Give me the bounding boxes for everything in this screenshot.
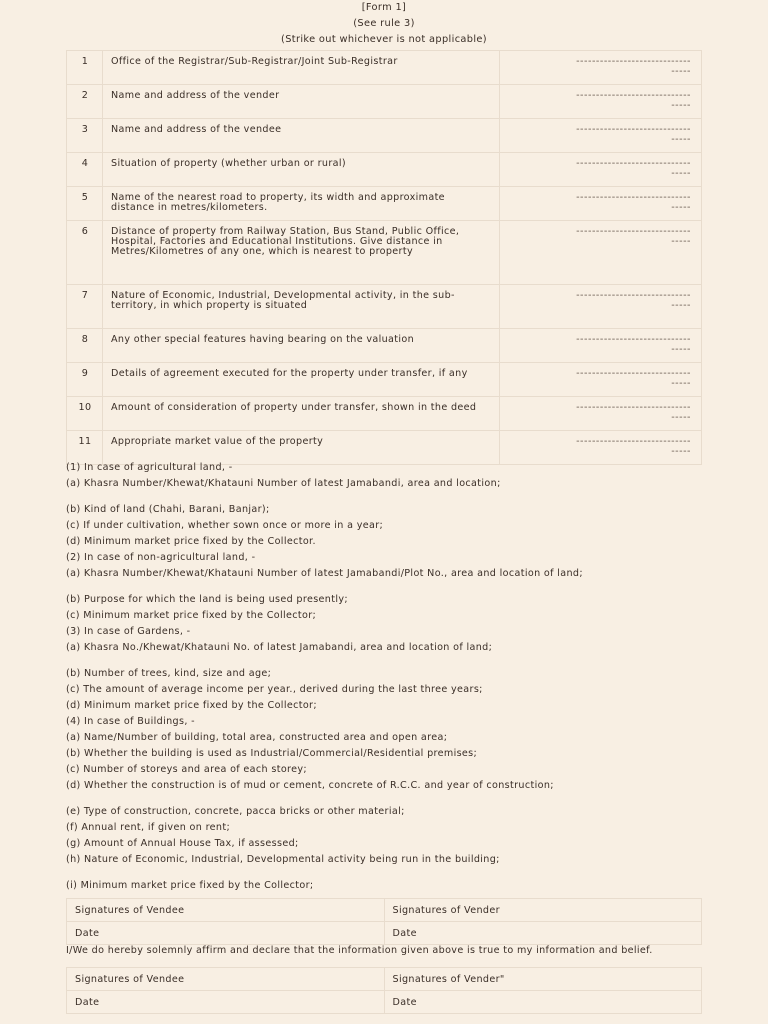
note-item: (a) Khasra No./Khewat/Khatauni No. of latest Jamabandi, area and location of land; xyxy=(66,642,493,653)
row-label: Appropriate market value of the property xyxy=(103,431,500,465)
signature-table xyxy=(66,898,702,945)
form-page xyxy=(0,0,768,48)
note-item: (b) Whether the building is used as Industrial/Commercial/Residential premises; xyxy=(66,748,478,759)
row-number: 8 xyxy=(67,329,103,363)
vendee-date-field[interactable]: Date xyxy=(67,991,385,1014)
table-row xyxy=(67,285,702,329)
row-label: Amount of consideration of property under transfer, shown in the deed xyxy=(103,397,500,431)
row-number: 7 xyxy=(67,285,103,329)
row-label: Name and address of the vender xyxy=(103,85,500,119)
table-row xyxy=(67,51,702,85)
table-row xyxy=(67,431,702,465)
fill-in-line[interactable]: ----------------------------- ----- xyxy=(500,363,702,397)
fill-in-line[interactable]: ----------------------------- ----- xyxy=(500,431,702,465)
note-item: (4) In case of Buildings, - xyxy=(66,716,195,727)
vendee-date-field[interactable]: Date xyxy=(67,922,385,945)
note-item: (b) Purpose for which the land is being used presently; xyxy=(66,594,348,605)
table-row xyxy=(67,922,702,945)
table-row xyxy=(67,363,702,397)
row-number: 11 xyxy=(67,431,103,465)
vendee-signature-field[interactable]: Signatures of Vendee xyxy=(67,968,385,991)
row-label: Nature of Economic, Industrial, Developmental activity, in the sub-territory, in which property is situated xyxy=(103,285,500,329)
table-row xyxy=(67,397,702,431)
fill-in-line[interactable]: ----------------------------- ----- xyxy=(500,397,702,431)
note-item: (h) Nature of Economic, Industrial, Developmental activity being run in the building; xyxy=(66,854,500,865)
fill-in-line[interactable]: ----------------------------- ----- xyxy=(500,285,702,329)
note-item: (b) Number of trees, kind, size and age; xyxy=(66,668,272,679)
vendee-signature-field[interactable]: Signatures of Vendee xyxy=(67,899,385,922)
row-label: Name of the nearest road to property, its width and approximate distance in metres/kilometers. xyxy=(103,187,500,221)
note-item: (d) Minimum market price fixed by the Collector; xyxy=(66,700,317,711)
table-row xyxy=(67,119,702,153)
fill-in-line[interactable]: ----------------------------- ----- xyxy=(500,329,702,363)
form-fields-table xyxy=(66,50,702,465)
note-item: (c) The amount of average income per year., derived during the last three years; xyxy=(66,684,483,695)
row-label: Office of the Registrar/Sub-Registrar/Joint Sub-Registrar xyxy=(103,51,500,85)
fill-in-line[interactable]: ----------------------------- ----- xyxy=(500,85,702,119)
note-item: (2) In case of non-agricultural land, - xyxy=(66,552,256,563)
strike-out-instruction: (Strike out whichever is not applicable) xyxy=(281,34,487,45)
row-number: 1 xyxy=(67,51,103,85)
table-row xyxy=(67,991,702,1014)
note-item: (b) Kind of land (Chahi, Barani, Banjar); xyxy=(66,504,270,515)
note-item: (1) In case of agricultural land, - xyxy=(66,462,233,473)
table-row xyxy=(67,329,702,363)
signature-table xyxy=(66,967,702,1014)
fill-in-line[interactable]: ----------------------------- ----- xyxy=(500,187,702,221)
row-label: Details of agreement executed for the property under transfer, if any xyxy=(103,363,500,397)
row-number: 3 xyxy=(67,119,103,153)
row-label: Distance of property from Railway Station, Bus Stand, Public Office, Hospital, Factories and Educational Institutions. Give distance in Metres/Kilometres of any one, which is nearest to property xyxy=(103,221,500,285)
fill-in-line[interactable]: ----------------------------- ----- xyxy=(500,119,702,153)
table-row xyxy=(67,221,702,285)
row-number: 5 xyxy=(67,187,103,221)
note-item: (a) Khasra Number/Khewat/Khatauni Number of latest Jamabandi/Plot No., area and location of land; xyxy=(66,568,583,579)
table-row xyxy=(67,85,702,119)
note-item: (3) In case of Gardens, - xyxy=(66,626,191,637)
note-item: (d) Minimum market price fixed by the Collector. xyxy=(66,536,316,547)
row-number: 10 xyxy=(67,397,103,431)
row-label: Name and address of the vendee xyxy=(103,119,500,153)
declaration-text: I/We do hereby solemnly affirm and declare that the information given above is true to my information and belief. xyxy=(66,945,653,956)
fill-in-line[interactable]: ----------------------------- ----- xyxy=(500,51,702,85)
vender-signature-field[interactable]: Signatures of Vender xyxy=(384,899,702,922)
note-item: (c) Number of storeys and area of each storey; xyxy=(66,764,307,775)
vender-date-field[interactable]: Date xyxy=(384,922,702,945)
note-item: (g) Amount of Annual House Tax, if assessed; xyxy=(66,838,299,849)
form-title: [Form 1] xyxy=(361,2,407,13)
note-item: (c) Minimum market price fixed by the Collector; xyxy=(66,610,317,621)
row-number: 9 xyxy=(67,363,103,397)
fill-in-line[interactable]: ----------------------------- ----- xyxy=(500,221,702,285)
table-row xyxy=(67,153,702,187)
note-item: (d) Whether the construction is of mud or cement, concrete of R.C.C. and year of construction; xyxy=(66,780,554,791)
row-number: 2 xyxy=(67,85,103,119)
note-item: (c) If under cultivation, whether sown once or more in a year; xyxy=(66,520,384,531)
note-item: (e) Type of construction, concrete, pacca bricks or other material; xyxy=(66,806,405,817)
row-number: 4 xyxy=(67,153,103,187)
table-row xyxy=(67,968,702,991)
note-item: (i) Minimum market price fixed by the Collector; xyxy=(66,880,314,891)
row-label: Any other special features having bearing on the valuation xyxy=(103,329,500,363)
note-item: (f) Annual rent, if given on rent; xyxy=(66,822,231,833)
row-label: Situation of property (whether urban or rural) xyxy=(103,153,500,187)
table-row xyxy=(67,187,702,221)
vender-date-field[interactable]: Date xyxy=(384,991,702,1014)
rule-reference: (See rule 3) xyxy=(353,18,415,29)
fill-in-line[interactable]: ----------------------------- ----- xyxy=(500,153,702,187)
note-item: (a) Name/Number of building, total area, constructed area and open area; xyxy=(66,732,448,743)
table-row xyxy=(67,899,702,922)
vender-signature-field[interactable]: Signatures of Vender" xyxy=(384,968,702,991)
note-item: (a) Khasra Number/Khewat/Khatauni Number of latest Jamabandi, area and location; xyxy=(66,478,501,489)
row-number: 6 xyxy=(67,221,103,285)
